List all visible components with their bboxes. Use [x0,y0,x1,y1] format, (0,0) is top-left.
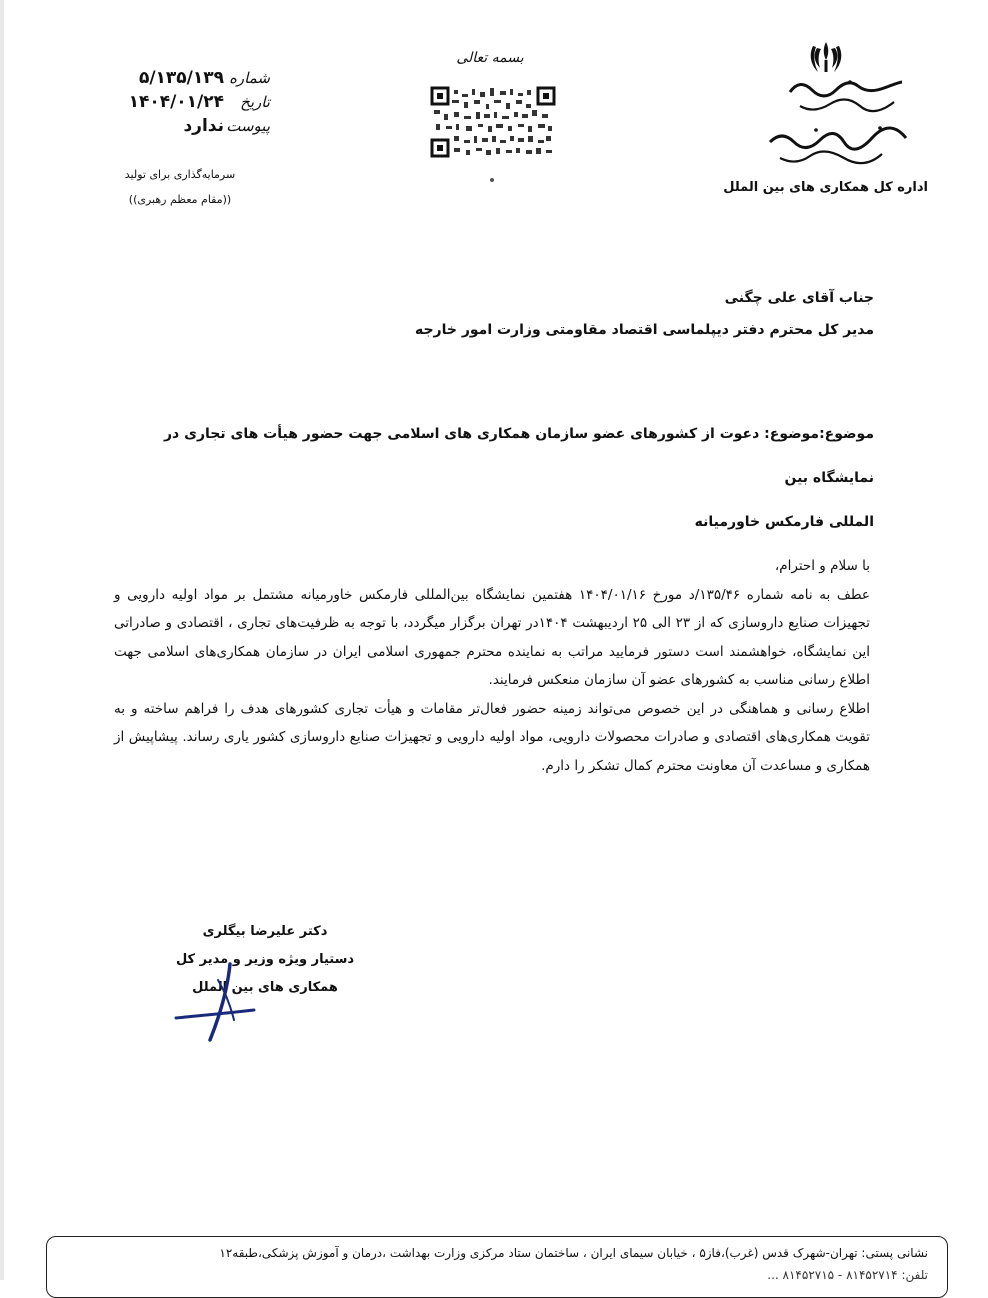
number-label: شماره [229,69,270,87]
recipient-block [274,290,874,354]
reference-number-row [100,68,270,92]
ministry-title-logo [730,62,930,182]
basmala-heading: بسمه تعالی [456,50,524,66]
attachment-label: پیوست [226,117,270,135]
footer-phone: تلفن: ۸۱۴۵۲۷۱۴ - ۸۱۴۵۲۷۱۵ ... [767,1268,928,1282]
number-value: ۵/۱۳۵/۱۳۹ [138,68,224,88]
subject-line2: المللی فارمکس خاورمیانه [694,514,874,530]
department-name: اداره کل همکاری های بین الملل [723,180,928,195]
slogan-line1: سرمایه‌گذاری برای تولید [124,168,236,181]
attachment-value: ندارد [183,116,224,136]
recipient-title: مدیر کل محترم دفتر دیپلماسی اقتصاد مقاومتی وزارت امور خارجه [414,322,874,338]
year-slogan [80,168,280,206]
signatory-title-line2: همکاری های بین الملل [192,980,338,995]
qr-code-icon [430,86,556,158]
signatory-title-line1: دستیار ویژه وزیر و مدیر کل [175,952,355,967]
signatory-name: دکتر علیرضا بیگلری [202,924,328,939]
stray-dot [490,178,494,182]
footer-block [48,1242,928,1286]
slogan-line2: ((مقام معظم رهبری)) [128,193,232,206]
body-paragraph-1: عطف به نامه شماره ۱۳۵/۴۶/د مورخ ۱۴۰۴/۰۱/۱۶ هفتمین نمایشگاه بین‌المللی فارمکس خاورمیانه مشتمل بر مواد اولیه دارویی و تجهیزات صنایع داروسازی که از ۲۳ الی ۲۵ اردیبهشت ۱۴۰۴در تهران برگزار میگردد، با توجه به ظرفیت‌های تجاری ، اقتصادی و صادراتی این نمایشگاه، خواهشمند است دستور فرمایید مراتب به نماینده محترم جمهوری اسلامی ایران در سازمان همکاری‌های اسلامی جهت اطلاع رسانی مناسب به کشورهای عضو آن سازمان منعکس فرمایند. [114,586,871,688]
reference-attachment-row [100,116,270,140]
reference-block [100,68,270,140]
reference-date-row [100,92,270,116]
handwritten-signature-icon [170,960,260,1050]
body-paragraph-2: اطلاع رسانی و هماهنگی در این خصوص می‌تواند زمینه حضور فعال‌تر مقامات و هیأت تجاری کشورهای هدف را فراهم ساخته و به تقویت همکاری‌های اقتصادی و صادرات محصولات دارویی، مواد اولیه دارویی و تجهیزات صنایع داروسازی کشور یاری رساند. پیشاپیش از همکاری و مساعدت آن معاونت محترم کمال تشکر را دارم. [114,700,870,774]
date-label: تاریخ [240,93,270,111]
letter-body [114,552,870,780]
footer-address: نشانی پستی: تهران-شهرک قدس (غرب)،فاز۵ ، خیابان سیمای ایران ، ساختمان ستاد مرکزی وزارت بهداشت ،درمان و آموزش پزشکی،طبقه۱۲ [219,1246,928,1260]
salutation: با سلام و احترام، [774,558,870,574]
date-value: ۱۴۰۴/۰۱/۲۴ [128,92,224,112]
subject-block [114,412,874,544]
subject-line1: موضوع:موضوع: دعوت از کشورهای عضو سازمان همکاری های اسلامی جهت حضور هیأت های تجاری در نمایشگاه بین [164,426,874,486]
page-edge-shadow [0,0,4,1280]
recipient-name: جناب آقای علی چگنی [724,290,874,306]
